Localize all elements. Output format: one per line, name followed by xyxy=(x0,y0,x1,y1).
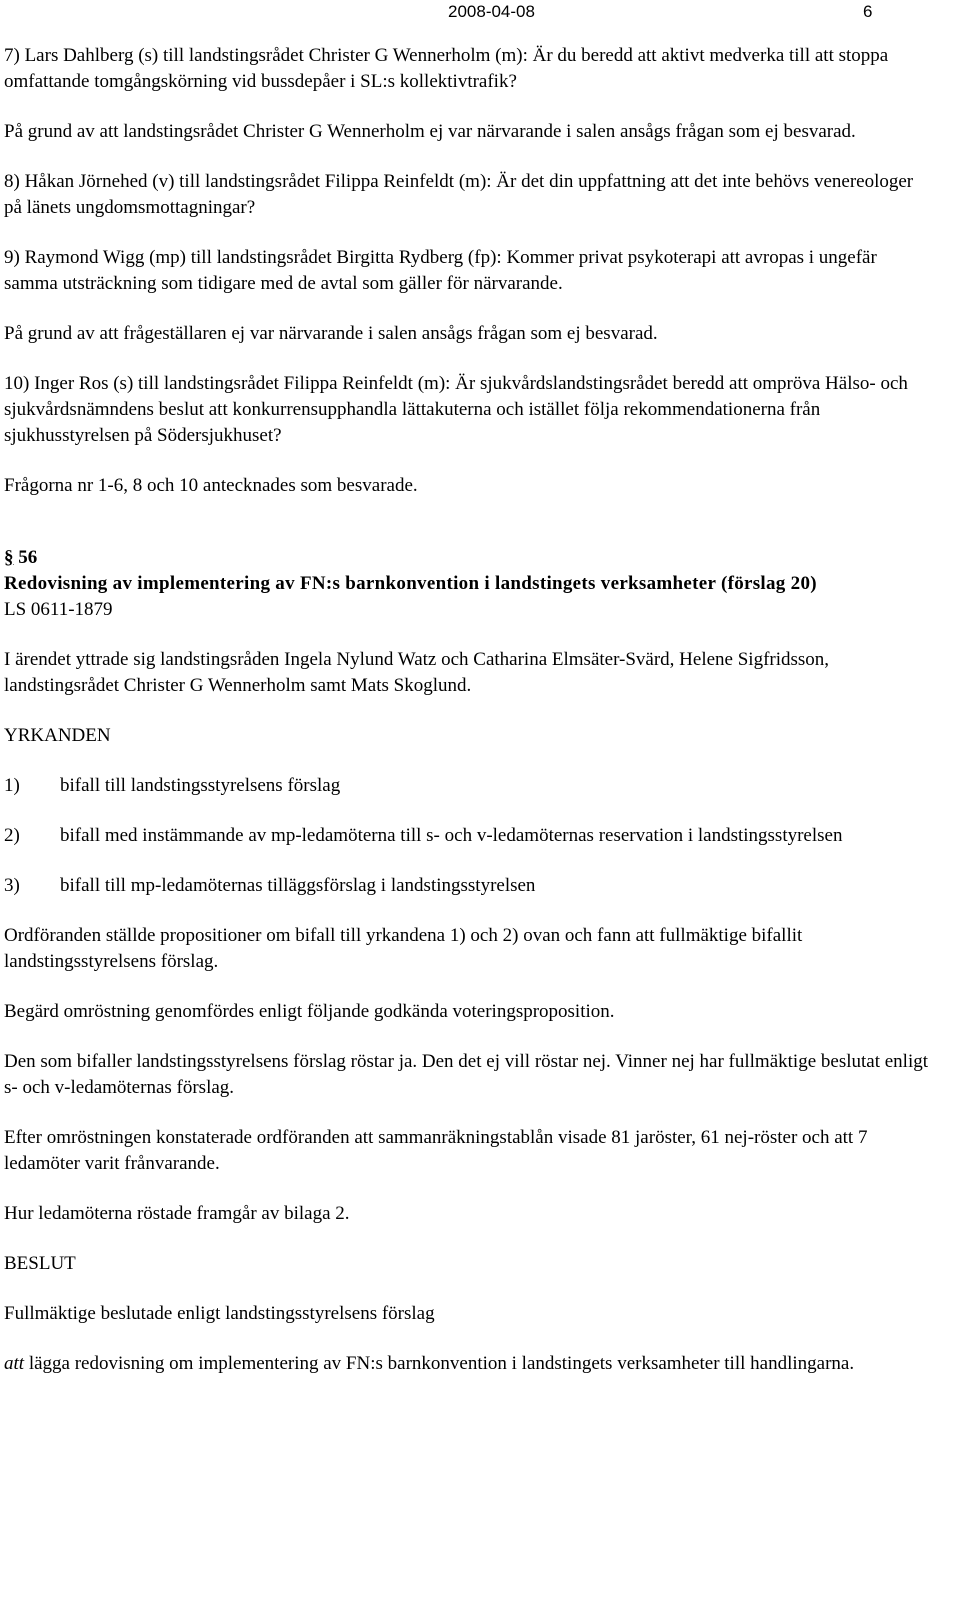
case-reference: LS 0611-1879 xyxy=(4,599,113,620)
section-heading xyxy=(4,545,934,571)
decision-text: lägga redovisning om implementering av FN:s barnkonvention i landstingets verksamheter till handlingarna. xyxy=(24,1353,855,1374)
motion-text: bifall till mp-ledamöternas tilläggsförslag i landstingsstyrelsen xyxy=(60,875,536,896)
document-body xyxy=(4,43,934,1377)
question-7: 7) Lars Dahlberg (s) till landstingsrådet Christer G Wennerholm (m): Är du beredd att aktivt medverka till att stoppa omfattande tomgångskörning vid bussdepåer i SL:s kollektivtrafik? xyxy=(4,45,889,92)
question-10: 10) Inger Ros (s) till landstingsrådet Filippa Reinfeldt (m): Är sjukvårdslandstingsrådet beredd att ompröva Hälso- och sjukvårdsnämndens beslut att konkurrensupphandla lättakuterna och istället följa rekommendationerna från sjukhusstyrelsen på Södersjukhuset? xyxy=(4,373,908,446)
section-number: 56 xyxy=(18,547,38,568)
question-9: 9) Raymond Wigg (mp) till landstingsrådet Birgitta Rydberg (fp): Kommer privat psykoterapi att avropas i ungefär samma utsträckning som tidigare med de avtal som gäller för närvarande. xyxy=(4,247,877,294)
vote-result-paragraph: Efter omröstningen konstaterade ordföranden att sammanräkningstablån visade 81 jaröster, 61 nej-röster och att 7 ledamöter varit frånvarande. xyxy=(4,1127,868,1174)
motion-text: bifall till landstingsstyrelsens förslag xyxy=(60,775,341,796)
propositions-paragraph: Ordföranden ställde propositioner om bifall till yrkandena 1) och 2) ovan och fann att fullmäktige bifallit landstingsstyrelsens förslag. xyxy=(4,925,803,972)
question-8: 8) Håkan Jörnehed (v) till landstingsrådet Filippa Reinfeldt (m): Är det din uppfattning att det inte behövs venereologer på länets ungdomsmottagningar? xyxy=(4,171,914,218)
questions-summary: Frågorna nr 1-6, 8 och 10 antecknades som besvarade. xyxy=(4,475,418,496)
motion-item xyxy=(4,873,934,899)
motion-number: 2) xyxy=(4,825,20,846)
decision-clause xyxy=(4,1351,934,1377)
speakers-paragraph: I ärendet yttrade sig landstingsråden Ingela Nylund Watz och Catharina Elmsäter-Svärd, Helene Sigfridsson, landstingsrådet Christer G Wennerholm samt Mats Skoglund. xyxy=(4,649,830,696)
vote-proposition-paragraph: Den som bifaller landstingsstyrelsens förslag röstar ja. Den det ej vill röstar nej. Vinner nej har fullmäktige beslutat enligt s- och v-ledamöternas förslag. xyxy=(4,1051,928,1098)
page-header xyxy=(0,0,960,26)
attachment-reference-paragraph: Hur ledamöterna röstade framgår av bilaga 2. xyxy=(4,1203,350,1224)
motions-label: YRKANDEN xyxy=(4,725,111,746)
header-page-number: 6 xyxy=(863,2,873,21)
header-date: 2008-04-08 xyxy=(448,2,535,21)
decision-att: att xyxy=(4,1353,25,1374)
motion-text: bifall med instämmande av mp-ledamöterna till s- och v-ledamöternas reservation i landstingsstyrelsen xyxy=(60,825,843,846)
motion-item xyxy=(4,773,934,799)
motion-item xyxy=(4,823,934,849)
section-symbol: § xyxy=(4,547,14,568)
decision-label: BESLUT xyxy=(4,1253,76,1274)
question-7-answer: På grund av att landstingsrådet Christer G Wennerholm ej var närvarande i salen ansågs frågan som ej besvarad. xyxy=(4,121,856,142)
motion-number: 1) xyxy=(4,775,20,796)
decision-intro: Fullmäktige beslutade enligt landstingsstyrelsens förslag xyxy=(4,1303,435,1324)
vote-request-paragraph: Begärd omröstning genomfördes enligt följande godkända voteringsproposition. xyxy=(4,1001,615,1022)
section-title: Redovisning av implementering av FN:s barnkonvention i landstingets verksamheter (förslag 20) xyxy=(4,573,817,594)
question-9-answer: På grund av att frågeställaren ej var närvarande i salen ansågs frågan som ej besvarad. xyxy=(4,323,658,344)
motion-number: 3) xyxy=(4,875,20,896)
